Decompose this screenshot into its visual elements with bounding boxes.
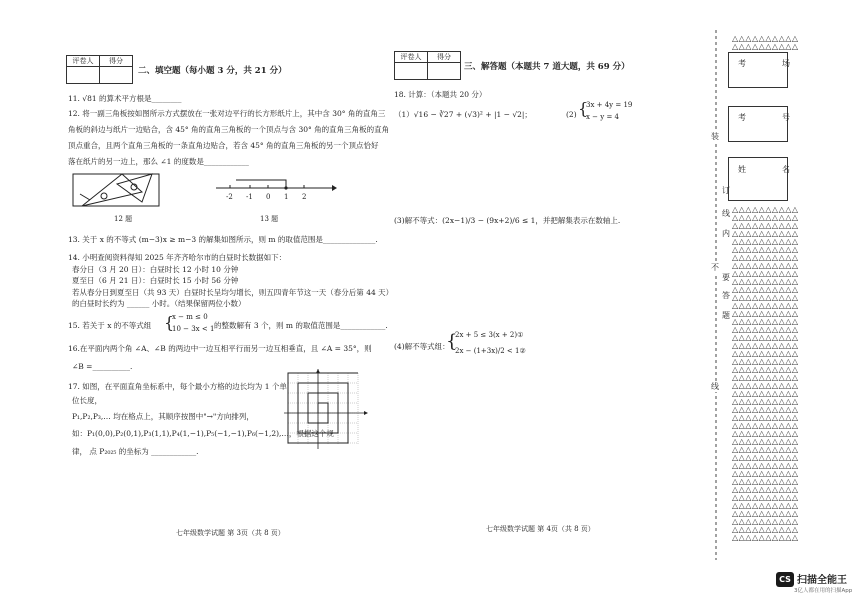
left-section-title: 二、填空题（每小题 3 分，共 21 分）	[138, 66, 287, 76]
question-13: 13. 关于 x 的不等式 (m−3)x ≥ m−3 的解集如图所示，则 m 的取值范围是______________.	[68, 235, 378, 244]
question-14-line1: 14. 小明查阅资料得知 2025 年齐齐哈尔市的白昼时长数据如下：	[68, 253, 287, 262]
margin-char-3: 线	[722, 209, 730, 218]
triangle-row: △△△△△△△△△△	[732, 357, 799, 366]
numberline-tick-0: 0	[266, 193, 271, 201]
question-15-system-1: x − m ≤ 0	[172, 313, 208, 321]
margin-char-4: 内	[722, 229, 730, 238]
question-18-part2-label: (2)	[566, 110, 577, 119]
triangle-row: △△△△△△△△△△	[732, 42, 799, 51]
question-18-part3: (3)解不等式：(2x−1)/3 − (9x+2)/6 ≤ 1，并把解集表示在数轴上.	[394, 216, 621, 225]
margin-char-7: 答	[722, 291, 730, 300]
triangle-row: △△△△△△△△△△	[732, 461, 799, 470]
question-15-brace: {	[164, 313, 175, 332]
score-header-score-right: 得分	[428, 52, 461, 63]
binding-dashed-line	[713, 30, 719, 560]
triangle-row: △△△△△△△△△△	[732, 34, 799, 43]
question-18: 18. 计算：（本题共 20 分）	[394, 90, 487, 99]
question-18-part4-eq2: 2x − (1+3x)/2 < 1②	[455, 347, 526, 355]
triangle-row: △△△△△△△△△△	[732, 413, 799, 422]
question-18-part4-label: (4)解不等式组：	[394, 342, 450, 351]
question-15-system-2: 10 − 3x < 1	[172, 325, 215, 333]
student-name-label: 姓 名	[738, 165, 804, 174]
triangle-row: △△△△△△△△△△	[732, 437, 799, 446]
triangle-row: △△△△△△△△△△	[732, 485, 799, 494]
triangle-row: △△△△△△△△△△	[732, 245, 799, 254]
figure-17-spiral-grid	[284, 369, 368, 451]
exam-room-label: 考 场	[738, 59, 804, 68]
triangle-row: △△△△△△△△△△	[732, 365, 799, 374]
question-18-part4-eq1: 2x + 5 ≤ 3(x + 2)①	[455, 331, 524, 339]
right-score-table	[394, 51, 461, 80]
exam-number-label: 考 号	[738, 113, 804, 122]
triangle-row: △△△△△△△△△△	[732, 397, 799, 406]
triangle-row: △△△△△△△△△△	[732, 445, 799, 454]
triangle-row: △△△△△△△△△△	[732, 269, 799, 278]
question-18-part4-brace: {	[446, 331, 458, 352]
question-15-suffix: 的整数解有 3 个，则 m 的取值范围是____________.	[214, 321, 388, 330]
triangle-row: △△△△△△△△△△	[732, 373, 799, 382]
triangle-row: △△△△△△△△△△	[732, 253, 799, 262]
triangle-row: △△△△△△△△△△	[732, 405, 799, 414]
question-12-line3: 顶点重合，且两个直角三角板的一条直角边贴合，若含 45° 角的直角三角板的另一个顶点恰好	[68, 141, 379, 150]
watermark-subtitle: 3亿人都在用的扫描App	[794, 588, 853, 594]
question-17-line2: 位长度，	[72, 396, 102, 405]
question-12-line4: 落在纸片的另一边上，那么 ∠1 的度数是____________	[68, 157, 249, 166]
triangle-row: △△△△△△△△△△	[732, 381, 799, 390]
question-18-part2-eq2: x − y = 4	[586, 113, 619, 121]
triangle-row: △△△△△△△△△△	[732, 501, 799, 510]
question-18-part2-eq1: 3x + 4y = 19	[586, 101, 633, 109]
numberline-tick-2: 2	[302, 193, 307, 201]
question-18-part2-brace: {	[578, 99, 589, 118]
score-header-score: 得分	[100, 56, 133, 67]
right-section-title: 三、解答题（本题共 7 道大题，共 69 分）	[464, 62, 630, 72]
figure-12-caption: 12 题	[114, 215, 133, 223]
triangle-row: △△△△△△△△△△	[732, 277, 799, 286]
question-17-line1: 17. 如图，在平面直角坐标系中，每个最小方格的边长均为 1 个单	[68, 382, 287, 391]
figure-13-caption: 13 题	[260, 215, 279, 223]
triangle-row: △△△△△△△△△△	[732, 301, 799, 310]
question-15-prefix: 15. 若关于 x 的不等式组	[68, 321, 152, 330]
question-17-line3: P₁,P₂,P₃,… 均在格点上，其顺序按图中"→"方向排列，	[72, 412, 254, 421]
triangle-row: △△△△△△△△△△	[732, 341, 799, 350]
triangle-row: △△△△△△△△△△	[732, 261, 799, 270]
question-16-line1: 16.在平面内两个角 ∠A、∠B 的两边中一边互相平行而另一边互相垂直，且 ∠A = 35°，则	[68, 344, 372, 353]
triangle-row: △△△△△△△△△△	[732, 309, 799, 318]
question-14-line3: 夏至日（6 月 21 日）：白昼时长 15 小时 56 分钟	[72, 276, 239, 285]
triangle-row: △△△△△△△△△△	[732, 525, 799, 534]
question-14-line2: 春分日（3 月 20 日）：白昼时长 12 小时 10 分钟	[72, 265, 239, 274]
question-17-line4: 如：P₁(0,0),P₂(0,1),P₃(1,1),P₄(1,−1),P₅(−1,−1),P₆(−1,2),…，根据这个规	[72, 429, 334, 438]
triangle-row: △△△△△△△△△△	[732, 453, 799, 462]
triangle-row: △△△△△△△△△△	[732, 429, 799, 438]
margin-char-2: 订	[722, 186, 730, 195]
triangle-row: △△△△△△△△△△	[732, 237, 799, 246]
margin-char-6: 要	[722, 273, 730, 282]
right-page-footer: 七年级数学试题 第 4页（共 8 页）	[486, 525, 595, 533]
triangle-row: △△△△△△△△△△	[732, 229, 799, 238]
triangle-row: △△△△△△△△△△	[732, 317, 799, 326]
triangle-row: △△△△△△△△△△	[732, 421, 799, 430]
question-17-line5: 律， 点 P₂₀₂₅ 的坐标为 ____________.	[72, 447, 199, 456]
numberline-tick-neg1: -1	[246, 193, 253, 201]
score-cell-grader	[67, 67, 100, 84]
question-12-line1: 12. 将一副三角板按如图所示方式摆放在一张对边平行的长方形纸片上，其中含 30° 角的直角三	[68, 109, 386, 118]
margin-char-5: 不	[711, 263, 719, 272]
watermark-brand: 扫描全能王	[797, 575, 847, 586]
margin-char-9: 线	[711, 382, 719, 391]
question-11: 11. √81 的算术平方根是________	[68, 94, 182, 103]
triangle-row: △△△△△△△△△△	[732, 293, 799, 302]
figure-12-triangles	[72, 172, 162, 210]
score-cell-score	[100, 67, 133, 84]
score-header-grader-right: 评卷人	[395, 52, 428, 63]
triangle-row: △△△△△△△△△△	[732, 477, 799, 486]
triangle-row: △△△△△△△△△△	[732, 285, 799, 294]
triangle-row: △△△△△△△△△△	[732, 493, 799, 502]
question-18-part1: （1）√16 − ∛27 + (√3)² + |1 − √2|；	[394, 110, 532, 119]
triangle-row: △△△△△△△△△△	[732, 517, 799, 526]
numberline-tick-1: 1	[284, 193, 289, 201]
question-12-line2: 角板的斜边与纸片一边贴合，含 45° 角的直角三角板的一个顶点与含 30° 角的直角三角板的直角	[68, 125, 390, 134]
triangle-row: △△△△△△△△△△	[732, 509, 799, 518]
score-cell-score-right	[428, 63, 461, 80]
margin-char-8: 题	[722, 311, 730, 320]
question-16-line2: ∠B =__________.	[72, 362, 133, 371]
triangle-row: △△△△△△△△△△	[732, 349, 799, 358]
left-page-footer: 七年级数学试题 第 3页（共 8 页）	[176, 529, 285, 537]
score-header-grader: 评卷人	[67, 56, 100, 67]
triangle-row: △△△△△△△△△△	[732, 221, 799, 230]
question-14-line4: 若从春分日到夏至日（共 93 天）白昼时长呈均匀增长，则五四青年节这一天（春分后第 44 天）	[72, 288, 394, 297]
triangle-row: △△△△△△△△△△	[732, 389, 799, 398]
left-score-table	[66, 55, 133, 84]
triangle-row: △△△△△△△△△△	[732, 205, 799, 214]
question-14-line5: 的白昼时长约为 ______ 小时。（结果保留两位小数）	[72, 299, 246, 308]
numberline-tick-neg2: -2	[226, 193, 233, 201]
triangle-row: △△△△△△△△△△	[732, 333, 799, 342]
score-cell-grader-right	[395, 63, 428, 80]
triangle-row: △△△△△△△△△△	[732, 469, 799, 478]
camscanner-logo-icon: CS	[776, 572, 794, 587]
margin-char-1: 装	[711, 132, 719, 141]
triangle-row: △△△△△△△△△△	[732, 325, 799, 334]
triangle-row: △△△△△△△△△△	[732, 533, 799, 542]
triangle-row: △△△△△△△△△△	[732, 213, 799, 222]
